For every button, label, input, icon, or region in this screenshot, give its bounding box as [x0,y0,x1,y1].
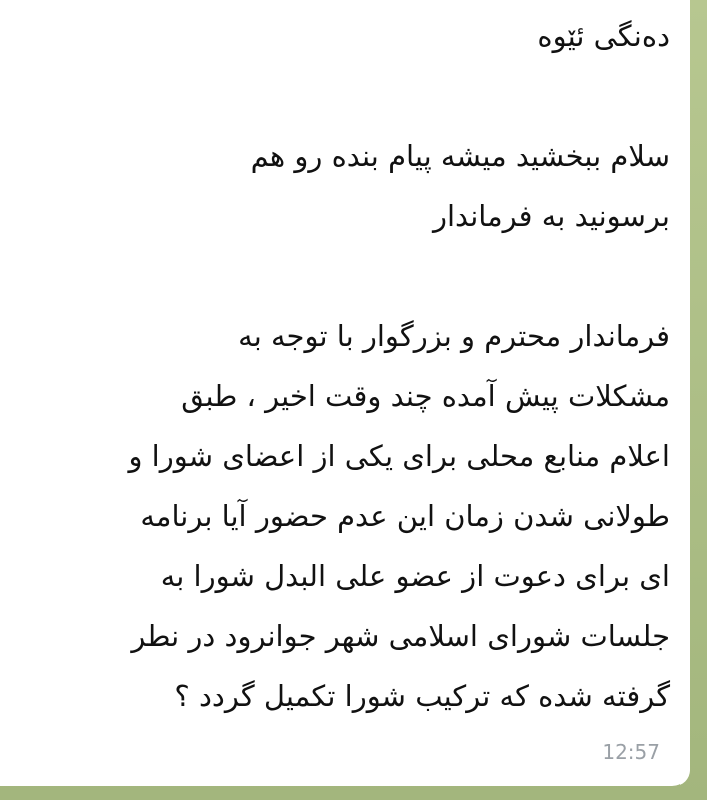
bubble-tail [680,766,700,786]
message-text: دەنگی ئێوە سلام ببخشید میشه پیام بنده رو هم برسونید به فرماندار فرماندار محترم و بزرگوار با توجه به مشکلات پیش آمده چند وقت اخیر ، طبق اعلام منابع محلی برای یکی از اعضای شورا و طولانی شدن زمان این عدم حضور آیا برنامه ای برای دعوت از عضو علی البدل شورا به جلسات شورای اسلامی شهر جوانرود در نطر گرفته شده که ترکیب شورا تکمیل گردد ؟ [128,19,670,713]
message-time: 12:57 [602,740,660,764]
